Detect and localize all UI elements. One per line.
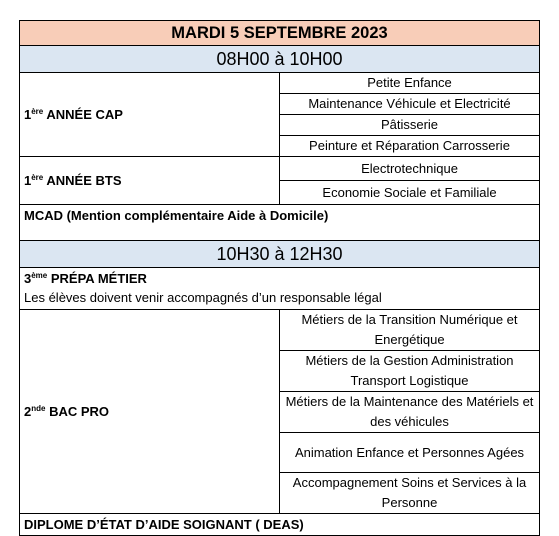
- level-cap-label: ANNÉE CAP: [43, 107, 123, 122]
- level-bts-label: ANNÉE BTS: [43, 173, 122, 188]
- prepa-note: Les élèves doivent venir accompagnés d’un responsable légal: [24, 289, 382, 305]
- level-cap-num: 1: [24, 107, 32, 122]
- row-spacer: [20, 227, 540, 241]
- level-bts: [20, 157, 280, 205]
- level-bacpro-label: BAC PRO: [45, 404, 110, 419]
- specialty-cell: Economie Sociale et Familiale: [280, 181, 540, 205]
- level-deas: DIPLOME D’ÉTAT D’AIDE SOIGNANT ( DEAS): [20, 514, 540, 536]
- specialty-cell: Electrotechnique: [280, 157, 540, 181]
- time-slot-2: 10H30 à 12H30: [20, 241, 540, 268]
- level-mcad: MCAD (Mention complémentaire Aide à Domicile): [20, 205, 540, 227]
- specialty-cell: Métiers de la Gestion Administration Transport Logistique: [280, 351, 540, 392]
- level-bacpro-sup: nde: [31, 404, 46, 413]
- specialty-cell: Maintenance Véhicule et Electricité: [280, 94, 540, 115]
- level-cap-sup: ère: [31, 107, 44, 116]
- date-header: MARDI 5 SEPTEMBRE 2023: [20, 21, 540, 46]
- specialty-cell: Pâtisserie: [280, 115, 540, 136]
- level-bts-sup: ère: [31, 173, 44, 182]
- specialty-cell: Animation Enfance et Personnes Agées: [280, 433, 540, 473]
- level-prepa-label: PRÉPA MÉTIER: [47, 270, 147, 286]
- specialty-cell: Peinture et Réparation Carrosserie: [280, 136, 540, 157]
- specialty-cell: Accompagnement Soins et Services à la Personne: [280, 473, 540, 514]
- level-prepa-sup: ème: [31, 270, 48, 280]
- level-bacpro: [20, 310, 280, 514]
- specialty-cell: Petite Enfance: [280, 73, 540, 94]
- specialty-cell: Métiers de la Transition Numérique et Energétique: [280, 310, 540, 351]
- level-bts-num: 1: [24, 173, 32, 188]
- level-prepa: [20, 268, 540, 310]
- schedule-table: [19, 20, 540, 536]
- time-slot-1: 08H00 à 10H00: [20, 46, 540, 73]
- level-bacpro-num: 2: [24, 404, 32, 419]
- specialty-cell: Métiers de la Maintenance des Matériels et des véhicules: [280, 392, 540, 433]
- level-prepa-num: 3: [24, 270, 32, 286]
- level-cap: [20, 73, 280, 157]
